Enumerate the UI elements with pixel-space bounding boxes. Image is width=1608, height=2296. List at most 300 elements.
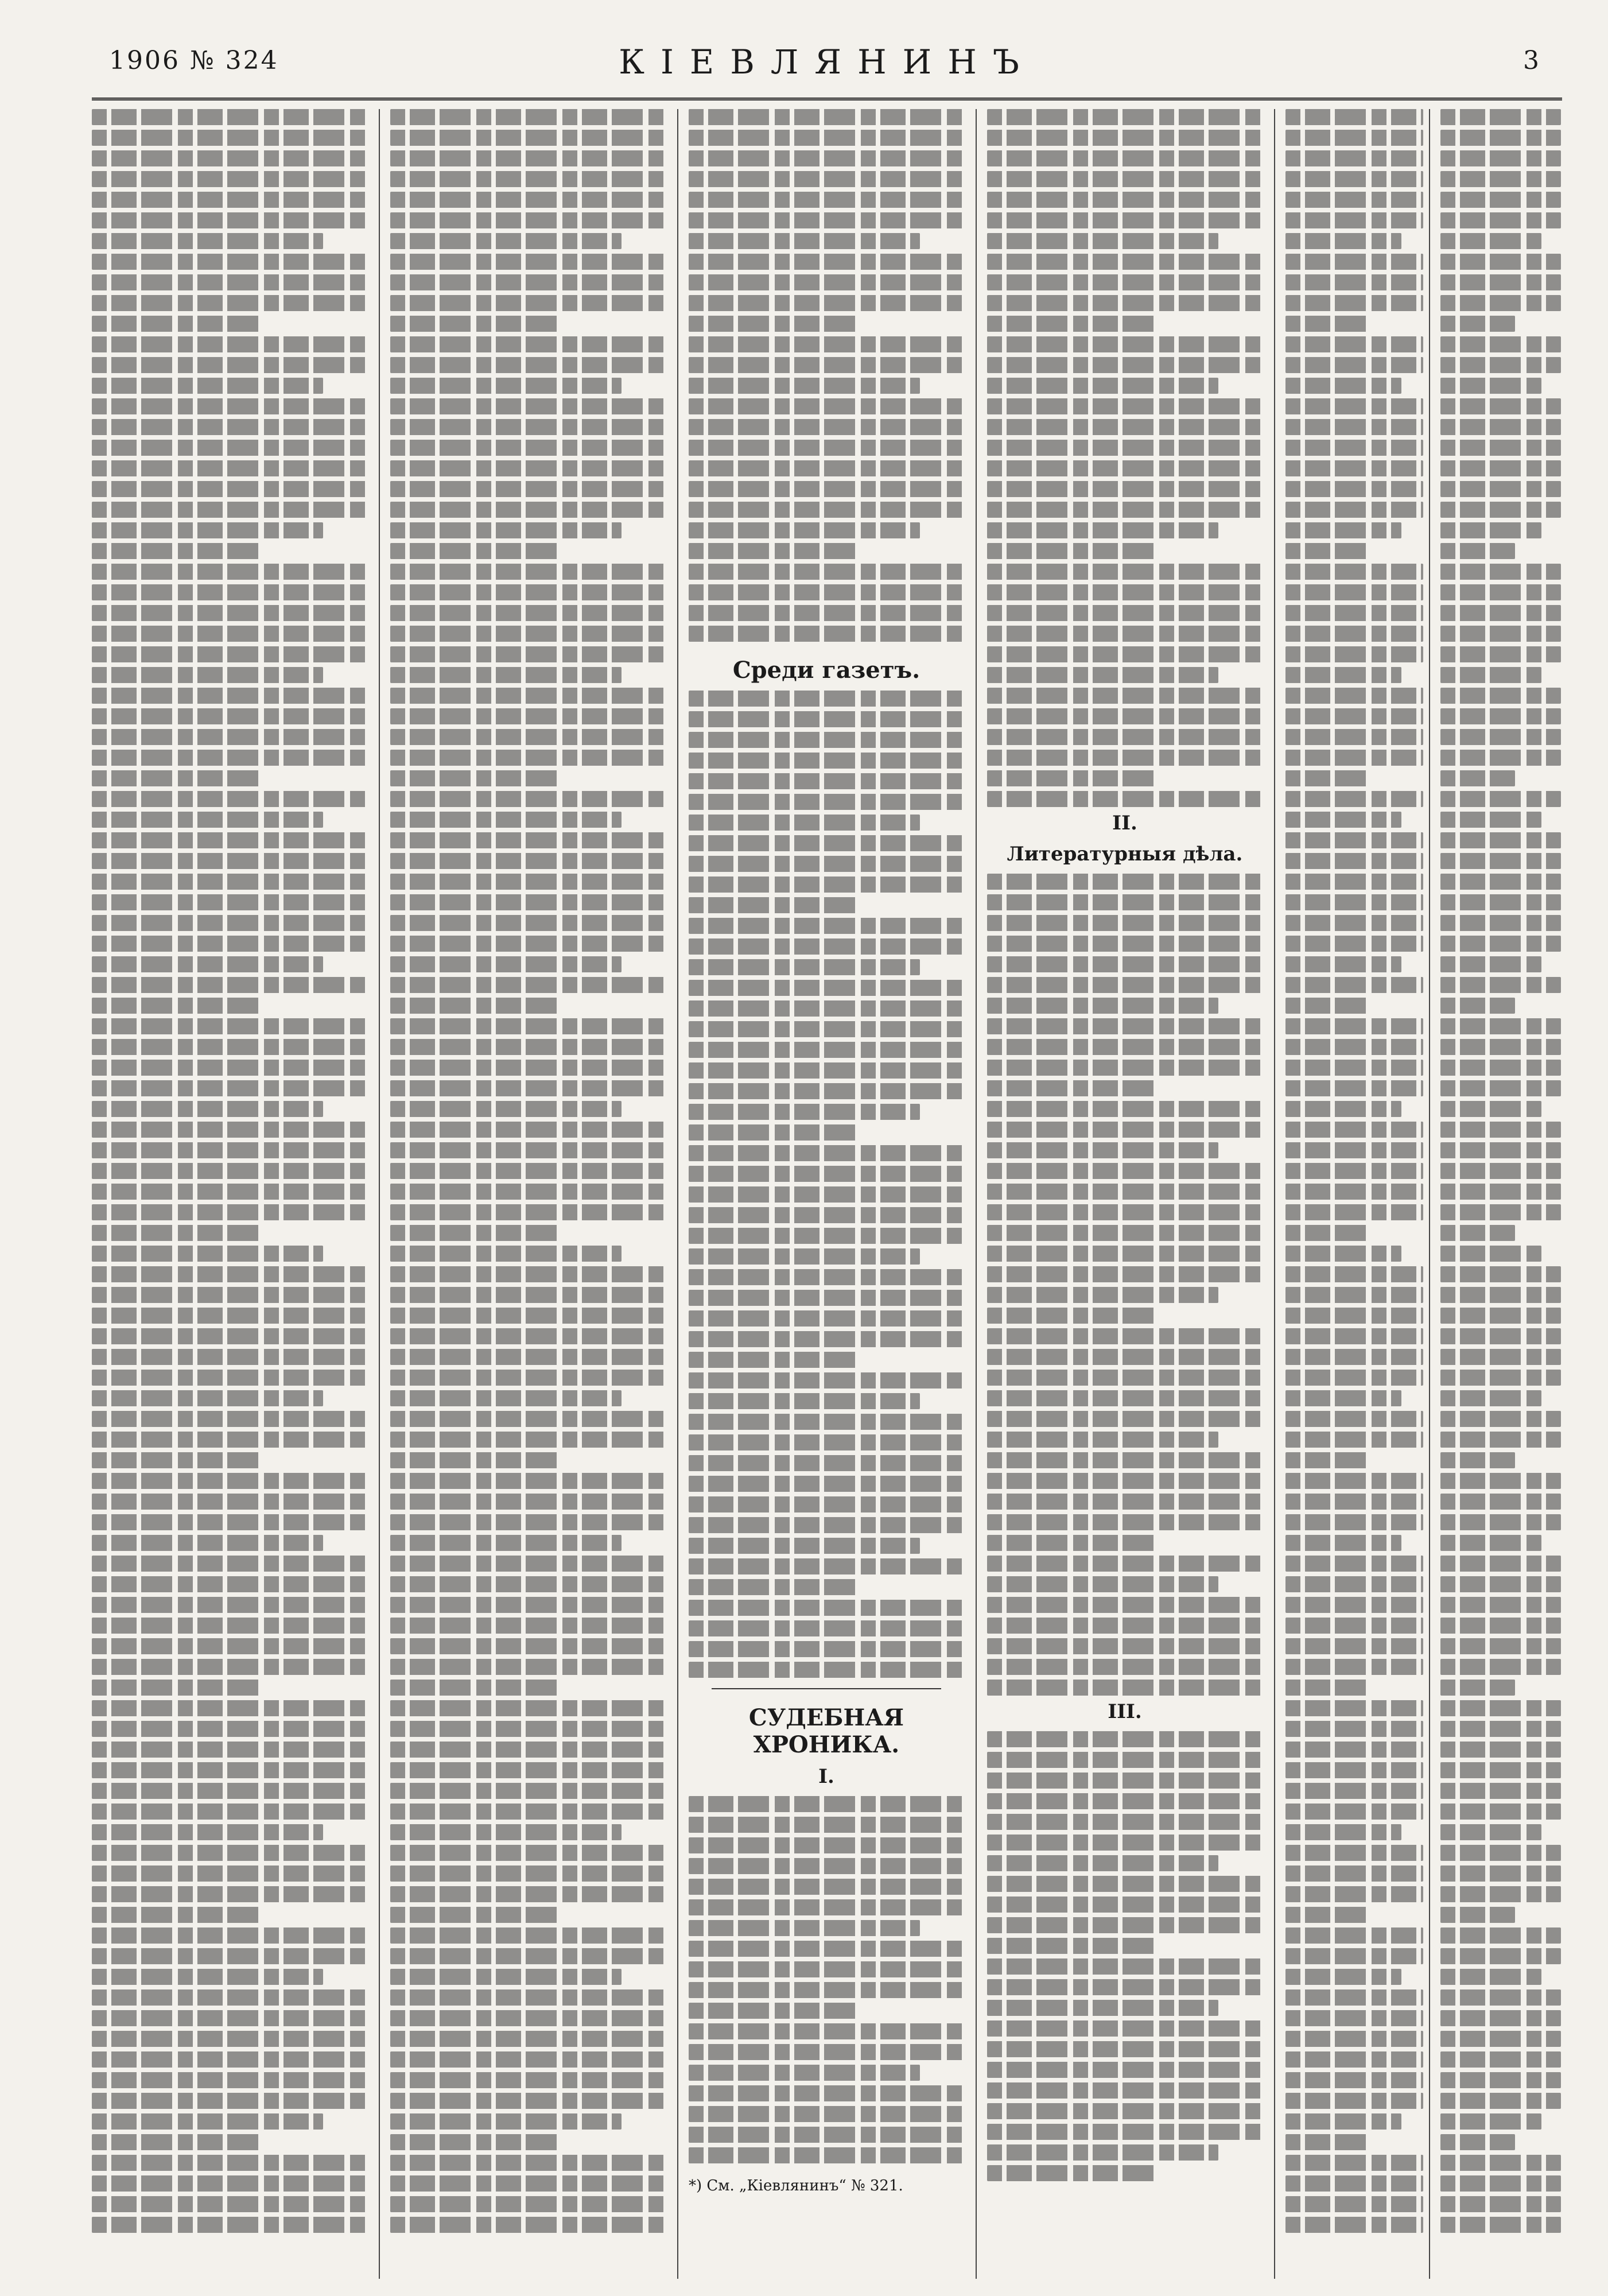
text-line <box>92 1762 367 1778</box>
text-line <box>1285 150 1423 166</box>
text-line <box>390 502 666 518</box>
text-line <box>1285 1556 1423 1572</box>
text-line <box>987 564 1263 580</box>
text-line <box>689 1104 920 1120</box>
text-line <box>390 150 666 166</box>
text-line <box>1440 791 1561 807</box>
text-line <box>390 1576 666 1592</box>
text-line <box>92 1680 263 1696</box>
text-line <box>987 956 1263 972</box>
text-line <box>390 2051 666 2068</box>
text-line <box>987 1060 1263 1076</box>
masthead-rule <box>92 98 1562 100</box>
text-line <box>390 130 666 146</box>
text-line <box>1440 915 1561 931</box>
text-line <box>987 1039 1263 1055</box>
column-4 <box>987 109 1263 2279</box>
text-line <box>987 1204 1263 1220</box>
text-line <box>689 835 964 851</box>
text-line <box>1440 1824 1541 1840</box>
text-line <box>1285 1721 1423 1737</box>
text-line <box>1440 1204 1561 1220</box>
text-line <box>1440 1845 1561 1861</box>
text-line <box>92 2072 367 2088</box>
text-line <box>1285 1783 1423 1799</box>
text-line <box>390 1328 666 1344</box>
text-line <box>1285 1287 1423 1303</box>
text-line <box>987 440 1263 456</box>
text-line <box>92 1122 367 1138</box>
text-line <box>689 1269 964 1285</box>
text-line <box>987 254 1263 270</box>
text-line <box>390 171 666 187</box>
text-line <box>1440 646 1561 662</box>
text-line <box>987 1556 1263 1572</box>
text-line <box>1285 2175 1423 2192</box>
text-line <box>92 254 367 270</box>
text-line <box>987 1225 1263 1241</box>
text-line <box>689 1331 964 1347</box>
text-line <box>689 460 964 476</box>
text-line <box>390 1225 561 1241</box>
text-line <box>390 1246 622 1262</box>
text-line <box>92 1452 263 1468</box>
text-line <box>390 2134 561 2150</box>
text-line <box>390 1514 666 1530</box>
text-line <box>1285 1638 1423 1654</box>
text-line <box>689 2003 860 2019</box>
text-line <box>1440 1762 1561 1778</box>
text-line <box>92 1659 367 1675</box>
text-line <box>987 212 1263 228</box>
text-line <box>390 2113 622 2130</box>
text-line <box>1285 2196 1423 2212</box>
text-line <box>1440 1494 1561 1510</box>
text-line <box>1285 1390 1401 1406</box>
text-line <box>1285 1473 1423 1489</box>
text-line <box>1285 316 1371 332</box>
text-line <box>1440 2217 1561 2233</box>
text-line <box>689 794 964 810</box>
text-line <box>1440 2051 1561 2068</box>
text-line <box>1285 1225 1371 1241</box>
text-line <box>1440 233 1541 249</box>
text-line <box>1285 481 1423 497</box>
text-line <box>987 1514 1263 1530</box>
text-line <box>1285 1804 1423 1820</box>
text-line <box>1285 1432 1423 1448</box>
text-line <box>390 1184 666 1200</box>
text-line <box>1285 1845 1423 1861</box>
text-line <box>390 1411 666 1427</box>
text-line <box>1440 998 1515 1014</box>
text-line <box>390 626 666 642</box>
text-line <box>689 1000 964 1017</box>
text-line <box>987 750 1263 766</box>
text-line <box>92 316 263 332</box>
text-line <box>689 711 964 727</box>
text-line <box>689 564 964 580</box>
text-line <box>390 2155 666 2171</box>
text-line <box>1285 1948 1423 1964</box>
text-line <box>987 1142 1218 1158</box>
text-line <box>92 1204 367 1220</box>
text-line <box>987 1638 1263 1654</box>
text-line <box>390 1204 666 1220</box>
text-line <box>1285 109 1423 125</box>
text-line <box>689 2044 964 2060</box>
text-line <box>1285 1370 1423 1386</box>
text-line <box>92 1411 367 1427</box>
text-line <box>1440 729 1561 745</box>
text-line <box>1285 1700 1423 1716</box>
text-line <box>92 1638 367 1654</box>
text-line <box>1285 812 1401 828</box>
text-line <box>390 274 666 290</box>
text-line <box>1440 543 1515 559</box>
text-line <box>689 1600 964 1616</box>
text-line <box>92 1101 323 1117</box>
text-line <box>987 522 1218 538</box>
text-line <box>1285 791 1423 807</box>
text-line <box>987 171 1263 187</box>
text-line <box>1440 419 1561 435</box>
text-line <box>1285 1514 1423 1530</box>
text-line <box>92 1370 367 1386</box>
text-line <box>92 1576 367 1592</box>
text-line <box>689 2065 920 2081</box>
text-line <box>390 1494 666 1510</box>
text-line <box>390 1783 666 1799</box>
text-line <box>1285 2031 1423 2047</box>
page-number: 3 <box>1523 46 1539 75</box>
text-line <box>1285 1659 1423 1675</box>
text-line <box>1285 295 1423 311</box>
text-line <box>987 2103 1263 2119</box>
text-line <box>987 1618 1263 1634</box>
text-line <box>689 815 920 831</box>
text-line <box>1440 1287 1561 1303</box>
text-line <box>1285 646 1423 662</box>
text-line <box>92 419 367 435</box>
text-line <box>1440 1349 1561 1365</box>
text-line <box>390 192 666 208</box>
text-line <box>987 1731 1263 1747</box>
text-line <box>1440 1411 1561 1427</box>
text-line <box>1440 130 1561 146</box>
text-line <box>1285 1246 1401 1262</box>
text-line <box>390 1804 666 1820</box>
text-line <box>1440 874 1561 890</box>
text-line <box>1440 1721 1561 1737</box>
text-line <box>1440 254 1561 270</box>
text-line <box>92 936 367 952</box>
text-line <box>987 1328 1263 1344</box>
text-line <box>92 150 367 166</box>
text-line <box>1285 543 1371 559</box>
text-line <box>1285 1184 1423 1200</box>
section-title-press-review: Среди газетъ. <box>732 657 920 684</box>
text-line <box>1285 212 1423 228</box>
text-line <box>689 1538 920 1554</box>
text-line <box>689 1899 964 1915</box>
column-divider <box>976 109 977 2279</box>
column-divider <box>379 109 380 2279</box>
text-line <box>92 1266 367 1282</box>
text-line <box>689 1837 964 1853</box>
court-section-number: I. <box>818 1765 834 1788</box>
text-line <box>1440 1018 1561 1034</box>
text-line <box>689 876 964 893</box>
text-line <box>1440 936 1561 952</box>
text-line <box>1285 605 1423 621</box>
text-line <box>390 956 622 972</box>
text-line <box>390 1638 666 1654</box>
text-line <box>987 1752 1263 1768</box>
text-line <box>390 1060 666 1076</box>
text-line <box>1285 1204 1423 1220</box>
text-line <box>689 522 920 538</box>
text-line <box>1440 1473 1561 1489</box>
text-line <box>1440 2031 1561 2047</box>
text-line <box>1440 1080 1561 1096</box>
text-line <box>1440 1742 1561 1758</box>
text-line <box>390 812 622 828</box>
text-line <box>390 998 561 1014</box>
text-line <box>390 1122 666 1138</box>
text-line <box>1285 2113 1401 2130</box>
text-line <box>1440 109 1561 125</box>
text-line <box>1285 915 1423 931</box>
text-line <box>1285 171 1423 187</box>
text-line <box>1285 2217 1423 2233</box>
text-line <box>390 1287 666 1303</box>
text-line <box>987 667 1218 683</box>
text-line <box>689 691 964 707</box>
text-line <box>390 1927 666 1944</box>
text-line <box>390 1865 666 1882</box>
text-line <box>987 1494 1263 1510</box>
text-line <box>390 1308 666 1324</box>
text-line <box>689 440 964 456</box>
text-line <box>1440 295 1561 311</box>
text-line <box>92 915 367 931</box>
text-line <box>1440 1783 1561 1799</box>
text-line <box>92 626 367 642</box>
text-line <box>1440 2175 1561 2192</box>
text-line <box>390 832 666 848</box>
text-line <box>92 791 367 807</box>
text-line <box>92 2031 367 2047</box>
text-line <box>390 2175 666 2192</box>
text-line <box>987 626 1263 642</box>
text-line <box>987 2020 1263 2037</box>
text-line <box>390 1080 666 1096</box>
text-line <box>689 732 964 748</box>
text-line <box>390 1101 622 1117</box>
text-line <box>689 1083 964 1099</box>
text-line <box>1440 667 1541 683</box>
text-line <box>390 522 622 538</box>
text-line <box>689 336 964 352</box>
text-line <box>390 481 666 497</box>
text-line <box>1440 1142 1561 1158</box>
text-line <box>1285 1328 1423 1344</box>
text-line <box>987 1855 1218 1871</box>
text-block <box>1285 109 1423 2233</box>
text-line <box>987 1101 1263 1117</box>
text-line <box>1440 2093 1561 2109</box>
column-divider <box>677 109 678 2279</box>
text-line <box>1440 357 1561 373</box>
text-line <box>1285 729 1423 745</box>
text-line <box>390 1659 666 1675</box>
text-line <box>92 2051 367 2068</box>
text-line <box>987 481 1263 497</box>
text-line <box>1285 440 1423 456</box>
text-line <box>390 440 666 456</box>
text-line <box>987 791 1263 807</box>
text-line <box>1285 2155 1423 2171</box>
text-line <box>987 192 1263 208</box>
text-line <box>92 770 263 786</box>
text-line <box>1285 254 1423 270</box>
text-line <box>1285 274 1423 290</box>
text-line <box>1440 1184 1561 1200</box>
text-line <box>92 1845 367 1861</box>
text-line <box>92 295 367 311</box>
text-line <box>92 584 367 600</box>
text-line <box>390 915 666 931</box>
text-line <box>1440 1060 1561 1076</box>
text-line <box>987 1835 1263 1851</box>
text-line <box>92 1163 367 1179</box>
text-line <box>390 1473 666 1489</box>
text-line <box>689 938 964 955</box>
text-line <box>987 1597 1263 1613</box>
text-line <box>1440 1514 1561 1530</box>
text-line <box>1285 564 1423 580</box>
text-line <box>987 1184 1263 1200</box>
text-line <box>689 1166 964 1182</box>
text-line <box>1440 1328 1561 1344</box>
text-line <box>1285 853 1423 869</box>
text-line <box>689 1579 860 1595</box>
text-line <box>92 1989 367 2006</box>
text-line <box>987 1659 1263 1675</box>
text-line <box>1285 1535 1401 1551</box>
text-line <box>390 1452 561 1468</box>
text-line <box>390 1535 622 1551</box>
text-line <box>689 2147 964 2163</box>
text-line <box>689 1145 964 1161</box>
text-block <box>689 1796 964 2163</box>
text-line <box>1285 750 1423 766</box>
text-line <box>92 1328 367 1344</box>
text-line <box>92 1535 323 1551</box>
text-line <box>390 936 666 952</box>
text-line <box>92 1287 367 1303</box>
text-line <box>689 1817 964 1833</box>
text-line <box>987 1680 1263 1696</box>
text-line <box>390 1700 666 1716</box>
text-line <box>689 2106 964 2122</box>
text-line <box>987 1979 1263 1995</box>
text-line <box>92 1700 367 1716</box>
text-line <box>689 980 964 996</box>
text-line <box>1285 1865 1423 1882</box>
text-line <box>1440 481 1561 497</box>
text-line <box>1440 502 1561 518</box>
text-line <box>92 564 367 580</box>
text-line <box>689 1982 964 1998</box>
text-line <box>92 1886 367 1902</box>
text-line <box>689 1858 964 1874</box>
text-line <box>1285 936 1423 952</box>
text-line <box>1285 1969 1401 1985</box>
text-line <box>92 522 323 538</box>
text-line <box>987 1246 1263 1262</box>
text-line <box>1285 1762 1423 1778</box>
text-line <box>689 1248 920 1265</box>
column-1 <box>92 109 367 2279</box>
text-line <box>390 378 622 394</box>
text-line <box>987 2144 1218 2161</box>
text-line <box>1440 212 1561 228</box>
text-line <box>92 1142 367 1158</box>
text-line <box>1285 688 1423 704</box>
text-line <box>1440 1969 1541 1985</box>
text-line <box>987 1411 1263 1427</box>
text-line <box>987 1535 1158 1551</box>
text-line <box>92 2134 263 2150</box>
text-line <box>1440 2072 1561 2088</box>
text-line <box>92 440 367 456</box>
text-line <box>1285 2093 1423 2109</box>
text-line <box>689 1021 964 1037</box>
text-line <box>987 2124 1263 2140</box>
text-line <box>1440 812 1541 828</box>
text-line <box>390 1845 666 1861</box>
text-line <box>987 1938 1158 1954</box>
text-line <box>92 1721 367 1737</box>
text-line <box>1440 1865 1561 1882</box>
text-line <box>689 150 964 166</box>
text-line <box>689 295 964 311</box>
text-line <box>1285 1927 1423 1944</box>
text-line <box>689 1062 964 1079</box>
text-line <box>390 2010 666 2026</box>
text-line <box>1440 1225 1515 1241</box>
text-line <box>92 1184 367 1200</box>
text-line <box>987 646 1263 662</box>
text-line <box>92 109 367 125</box>
text-line <box>987 1266 1263 1282</box>
text-line <box>92 1039 367 1055</box>
text-line <box>987 2082 1263 2099</box>
text-line <box>390 1556 666 1572</box>
text-line <box>92 853 367 869</box>
text-line <box>689 2127 964 2143</box>
text-line <box>1440 584 1561 600</box>
text-line <box>689 481 964 497</box>
text-line <box>1440 1039 1561 1055</box>
text-line <box>1285 584 1423 600</box>
text-line <box>390 460 666 476</box>
text-line <box>1440 708 1561 724</box>
text-line <box>92 460 367 476</box>
text-line <box>1440 1246 1541 1262</box>
